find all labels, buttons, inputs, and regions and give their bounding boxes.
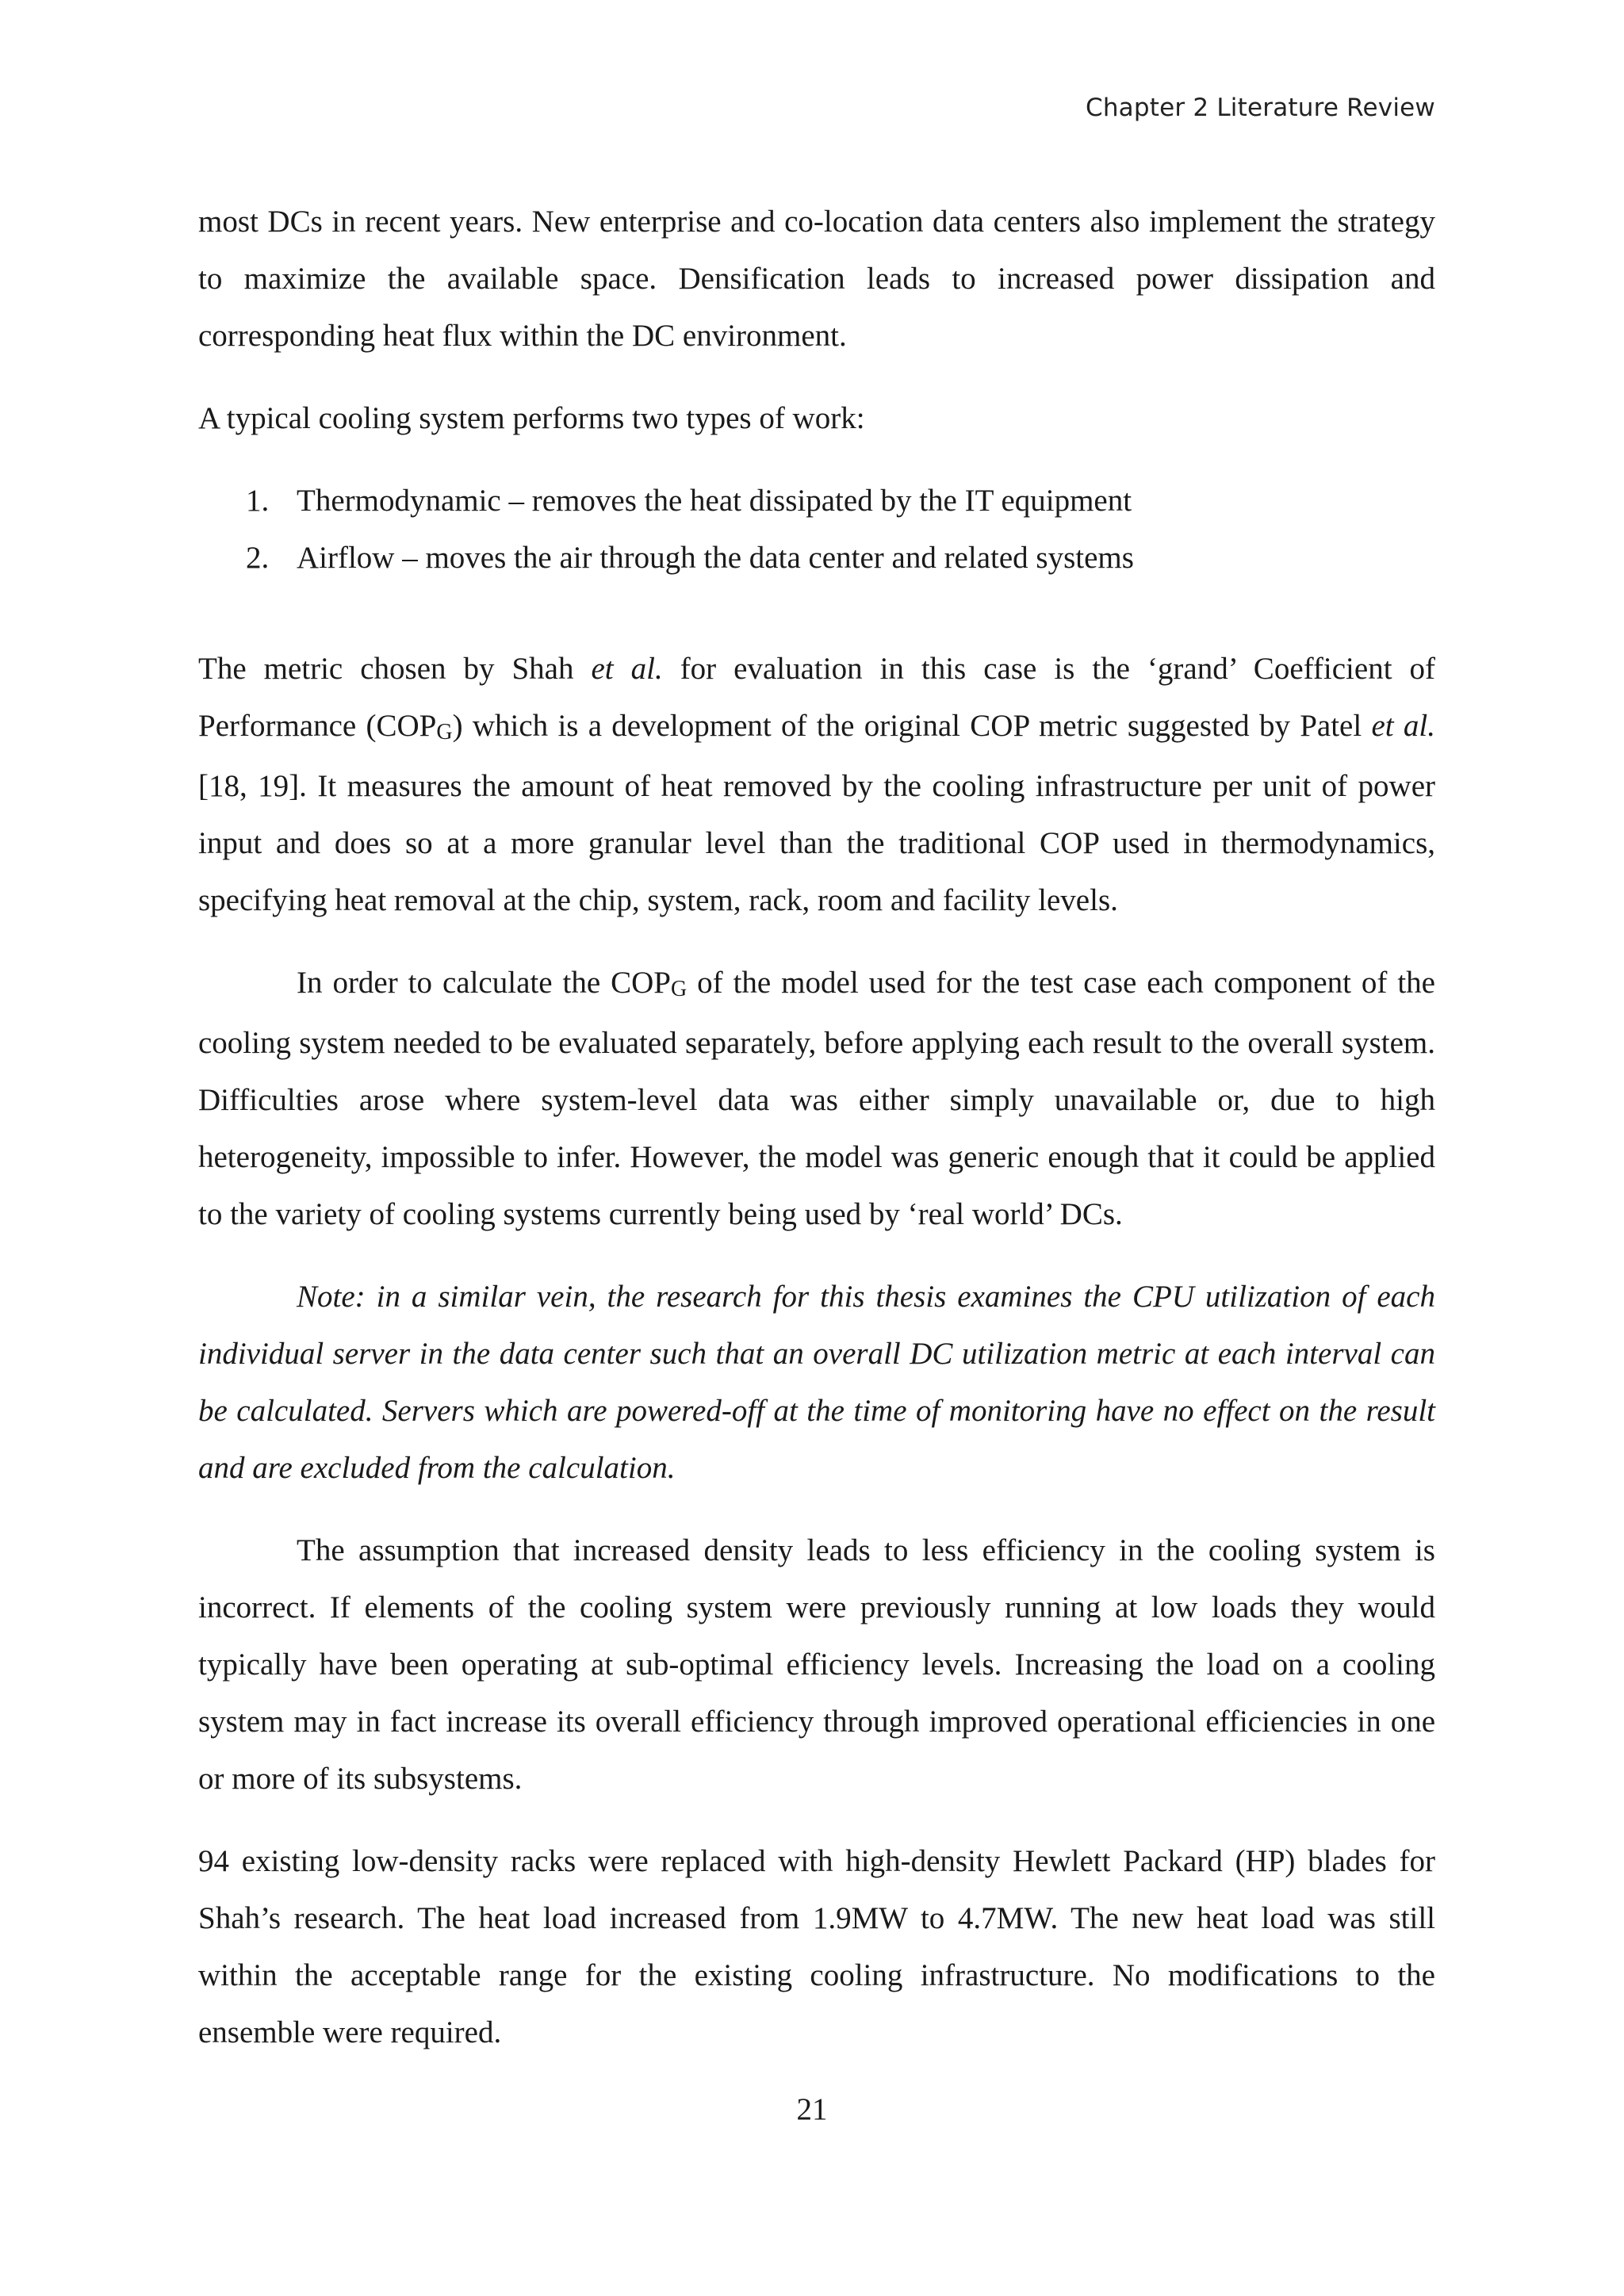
subscript-g: G — [670, 977, 688, 1001]
list-item — [198, 530, 1435, 587]
list-item-text: Thermodynamic – removes the heat dissipated by the IT equipment — [297, 484, 1132, 518]
et-al-italic: et al. — [591, 652, 663, 686]
page-number: 21 — [796, 2092, 828, 2126]
subscript-g: G — [436, 720, 453, 744]
paragraph-copg-calculation — [198, 955, 1435, 1243]
text-run: [18, 19]. It measures the amount of heat removed by the cooling infrastructure per unit of power input and does so at a more granular level than the traditional COP used in thermodynamics, specifying heat removal at the chip, system, rack, room and facility levels. — [198, 769, 1435, 917]
paragraph-hp-blades: 94 existing low-density racks were replaced with high-density Hewlett Packard (HP) blades for Shah’s research. The heat load increased from 1.9MW to 4.7MW. The new heat load was still within the acceptable range for the existing cooling infrastructure. No modifications to the ensemble were required. — [198, 1844, 1435, 2049]
running-header: Chapter 2 Literature Review — [1085, 94, 1435, 122]
list-item — [198, 473, 1435, 530]
et-al-italic: et al. — [1371, 709, 1435, 743]
paragraph-density-assumption: The assumption that increased density leads to less efficiency in the cooling system is incorrect. If elements of the cooling system were previously running at low loads they would typically have been operating at sub-optimal efficiency levels. Increasing the load on a cooling system may in fact increase its overall efficiency through improved operational efficiencies in one or more of its subsystems. — [198, 1533, 1435, 1796]
text-run: In order to calculate the COP — [297, 966, 671, 1000]
paragraph-cooling-intro: A typical cooling system performs two types of work: — [198, 401, 865, 435]
list-item-number: 1. — [246, 484, 270, 518]
work-types-list — [198, 473, 1435, 587]
list-item-number: 2. — [246, 541, 270, 575]
list-item-text: Airflow – moves the air through the data center and related systems — [297, 541, 1134, 575]
paragraph-note: Note: in a similar vein, the research for this thesis examines the CPU utilization of each individual server in the data center such that an overall DC utilization metric at each interval can be calculated. Servers which are powered-off at the time of monitoring have no effect on the result and are excluded from the calculation. — [198, 1280, 1435, 1485]
paragraph-copg-metric — [198, 641, 1435, 929]
text-run: The metric chosen by Shah — [198, 652, 592, 686]
text-run: of the model used for the test case each component of the cooling system needed to be evaluated separately, before applying each result to the overall system. Difficulties arose where system-level data was either simply unavailable or, due to high heterogeneity, impossible to infer. However, the model was generic enough that it could be applied to the variety of cooling systems currently being used by ‘real world’ DCs. — [198, 966, 1435, 1231]
paragraph-densification: most DCs in recent years. New enterprise and co-location data centers also implement the strategy to maximize the available space. Densification leads to increased power dissipation and corresponding heat flux within the DC environment. — [198, 205, 1435, 353]
text-run: ) which is a development of the original COP metric suggested by Patel — [452, 709, 1372, 743]
text-run: for evaluation in this case is the ‘grand’ Coefficient of Performance (COP — [198, 652, 1436, 743]
body-text — [198, 193, 1435, 2061]
